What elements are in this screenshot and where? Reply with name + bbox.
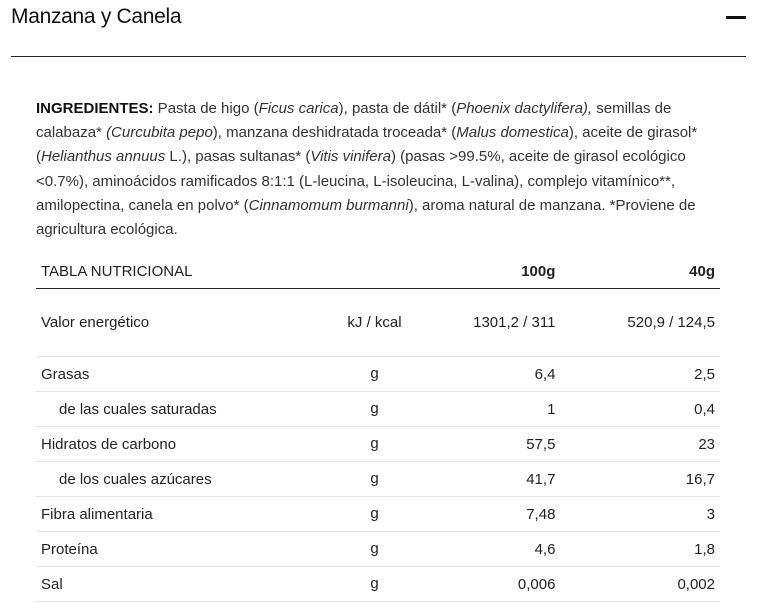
ingredients-part: semillas de calabaza* — [36, 100, 672, 142]
value-40g: 23 — [560, 427, 720, 462]
nutrient-name: Proteína — [36, 532, 340, 567]
value-100g: 4,6 — [410, 532, 561, 567]
value-40g: 2,5 — [560, 357, 720, 392]
ingredients-part: L.), pasas sultanas* ( — [165, 148, 311, 166]
value-100g: 1 — [410, 392, 561, 427]
nutrient-name: Grasas — [36, 357, 340, 392]
value-100g: 7,48 — [410, 497, 561, 532]
ingredients-part: Malus domestica — [456, 124, 569, 142]
value-100g: 1301,2 / 311 — [410, 289, 561, 357]
ingredients-part: (Curcubita pepo — [106, 124, 213, 142]
unit-header — [340, 255, 410, 289]
nutrient-name: Fibra alimentaria — [36, 497, 340, 532]
value-100g: 0,006 — [410, 567, 561, 602]
ingredients-part: Vitis vinifera — [310, 148, 391, 166]
section-title: Manzana y Canela — [11, 5, 182, 28]
nutrient-unit: g — [340, 497, 410, 532]
table-header-row — [36, 255, 720, 289]
value-40g: 3 — [560, 497, 720, 532]
ingredients-part: Pasta de higo ( — [153, 100, 259, 117]
ingredients-text — [36, 97, 726, 242]
value-40g: 0,002 — [560, 567, 720, 602]
table-row — [36, 567, 720, 602]
value-100g: 6,4 — [410, 357, 561, 392]
value-40g: 16,7 — [560, 462, 720, 497]
table-row — [36, 392, 720, 427]
ingredients-part: ), pasta de dátil* ( — [338, 100, 457, 117]
nutrient-unit: g — [340, 427, 410, 462]
nutrient-unit: g — [340, 567, 410, 602]
nutrient-name: Valor energético — [36, 289, 340, 357]
ingredients-part: ) (pasas >99.5%, aceite de girasol ecológico <0.7%), aminoácidos ramificados 8:1:1 (L-leucina, L-isoleucina, L-valina), complejo vitamínico**, amilopectina, canela en polvo* ( — [36, 148, 686, 214]
ingredients-part: ), aceite de girasol* ( — [36, 124, 698, 166]
nutrient-name: Sal — [36, 567, 340, 602]
collapse-toggle-button[interactable] — [724, 6, 746, 28]
accordion-header[interactable] — [11, 0, 746, 57]
table-row — [36, 462, 720, 497]
table-row — [36, 532, 720, 567]
table-row — [36, 427, 720, 462]
ingredients-part: ), aroma natural de manzana. *Proviene de agricultura ecológica. — [36, 196, 696, 239]
value-40g: 0,4 — [560, 392, 720, 427]
nutrient-unit: g — [340, 462, 410, 497]
ingredients-part: Cinnamomum burmanni — [248, 196, 409, 214]
ingredients-part: Helianthus annuus — [41, 148, 166, 166]
nutrient-unit: g — [340, 392, 410, 427]
col-header-40g: 40g — [560, 255, 720, 289]
table-row — [36, 289, 720, 357]
table-title: TABLA NUTRICIONAL — [36, 255, 340, 289]
table-row — [36, 497, 720, 532]
ingredients-label: INGREDIENTES: — [36, 100, 154, 117]
value-40g: 520,9 / 124,5 — [560, 289, 720, 357]
nutrient-unit: kJ / kcal — [340, 289, 410, 357]
nutrient-name: de los cuales azúcares — [36, 462, 340, 497]
ingredients-part: Phoenix dactylifera), — [456, 100, 593, 117]
nutrient-unit: g — [340, 357, 410, 392]
value-100g: 57,5 — [410, 427, 561, 462]
nutrient-unit: g — [340, 532, 410, 567]
ingredients-part: ), manzana deshidratada troceada* ( — [212, 124, 457, 142]
minus-icon — [726, 16, 746, 19]
nutrition-table — [36, 255, 720, 602]
col-header-100g: 100g — [410, 255, 561, 289]
ingredients-part: Ficus carica — [258, 100, 339, 117]
value-100g: 41,7 — [410, 462, 561, 497]
table-row — [36, 357, 720, 392]
nutrient-name: de las cuales saturadas — [36, 392, 340, 427]
nutrient-name: Hidratos de carbono — [36, 427, 340, 462]
value-40g: 1,8 — [560, 532, 720, 567]
